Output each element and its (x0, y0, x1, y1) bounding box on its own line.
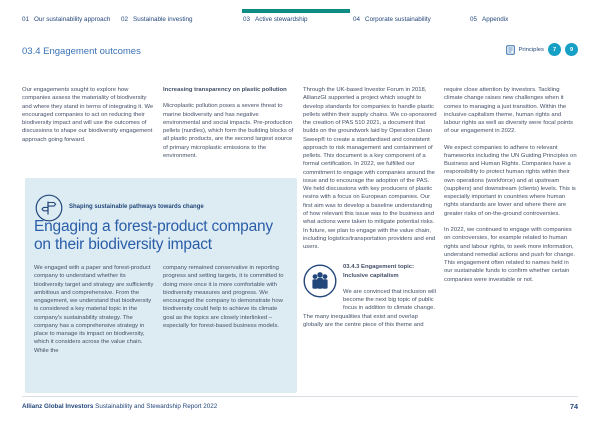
footer-divider (22, 396, 578, 397)
controversies-paragraph: In 2022, we continued to engage with companies on controversies, for example related to human rights and labour rights, to seek more information, understand remedial actions and push for change. This engagement often related to names held in our sustainable funds to confirm whether certain companies were investable or not. (444, 226, 575, 283)
tab-corporate-sustainability[interactable] (353, 16, 431, 23)
tab-sustainable-investing[interactable] (121, 16, 193, 23)
page-title: 03.4 Engagement outcomes (22, 46, 141, 57)
tab-our-sustainability-approach[interactable] (22, 16, 110, 23)
tab-number: 04 (353, 16, 361, 23)
tab-active-stewardship[interactable] (243, 16, 308, 23)
tab-number: 05 (470, 16, 478, 23)
report-title: Sustainability and Stewardship Report 2022 (93, 403, 218, 410)
case-study-text-left: We engaged with a paper and forest-product company to understand whether its biodiversity target and strategy are sufficiently ambitious and comprehensive. From the engagement, we understand that biodiversity is considered a key material topic in the company's sustainability strategy. The company has a comprehensive strategy in place to manage its impact on biodiversity, which it considers across the value chain. While the (34, 265, 154, 354)
column-1 (22, 86, 156, 152)
column-2 (163, 86, 296, 168)
principle-badge-7[interactable]: 7 (548, 43, 561, 56)
active-tab-indicator (242, 9, 350, 13)
principles-label: Principles (518, 46, 544, 53)
tab-label: Corporate sustainability (365, 16, 431, 23)
tab-appendix[interactable] (470, 16, 508, 23)
page-number: 74 (570, 402, 578, 411)
principles-document-icon (506, 45, 515, 55)
people-group-icon (303, 264, 337, 303)
un-guiding-principles-paragraph: We expect companies to adhere to relevant frameworks including the UN Guiding Principles on Business and Human Rights. Companies have a responsibility to protect human rights within their own operations (workforce) and at upstream (suppliers) and downstream (clients) levels. This is especially important in countries where human rights standards are lower and where there are greater risks of on-the-ground controversies. (444, 144, 577, 217)
principles-tags (506, 43, 578, 56)
tab-label: Sustainable investing (133, 16, 193, 23)
tab-number: 01 (22, 16, 30, 23)
plastic-pollution-heading: Increasing transparency on plastic pollution (163, 87, 287, 93)
tab-label: Appendix (482, 16, 509, 23)
principle-badge-9[interactable]: 9 (565, 43, 578, 56)
plastic-pollution-paragraph: Microplastic pollution poses a severe threat to marine biodiversity and has negative environmental and social impacts. Pre-production pellets (nurdles), which form the building blocks of all plastic products, are the second largest source of primary microplastic emissions to the environment. (163, 103, 294, 159)
just-transition-paragraph: require close attention by investors. Tackling climate change raises new challenges when it comes to managing a just transition. Within the inclusive capitalism theme, human rights and labour rights as well as diversity were focal points of our engagement in 2022. (444, 87, 573, 135)
engagement-topic-paragraph: We are convinced that inclusion will become the next big topic of public focus in addition to climate change. The many inequalities that exist and overlap globally are the centre piece of this theme and (303, 288, 436, 328)
tab-number: 02 (121, 16, 129, 23)
investor-forum-paragraph: Through the UK-based Investor Forum in 2018, AllianzGI supported a project which sought to develop standards for companies to handle plastic pellets within their supply chains. We co-sponsored the creation of PAS 510 2021, a document that builds on the groundwork laid by Operation Clean Sweep® to create a standardised and consistent approach to risk management and containment of pellets. This document is a key component of a formal certification. In 2022, we fulfilled our commitment to engage with companies around the issue and to encourage the adoption of the PAS. We held discussions with key producers of plastic resins with a focus on European companies. Our first aim was to develop a baseline understanding of how relevant this issue was to the business and what actions were taken to mitigate potential risks. In future, we plan to engage with the value chain, including logistics/transportation providers and end users. (303, 87, 437, 251)
tab-number: 03 (243, 16, 251, 23)
tab-label: Active stewardship (255, 16, 308, 23)
footer-report-title (22, 403, 217, 410)
brand-name: Allianz Global Investors (22, 403, 94, 410)
case-study-callout (25, 178, 297, 393)
column-4 (444, 86, 578, 292)
column-3 (303, 86, 437, 337)
engagement-topic-heading: 03.4.3 Engagement topic: Inclusive capitalism (343, 264, 415, 279)
inclusive-capitalism-block (303, 263, 437, 329)
case-study-kicker: Shaping sustainable pathways towards change (69, 204, 204, 210)
intro-paragraph: Our engagements sought to explore how companies assess the materiality of biodiversity and where they stand in terms of integrating it. We encouraged companies to act on reducing their biodiversity impact and will use the outcomes of discussions to shape our biodiversity engagement approach going forward. (22, 87, 154, 143)
case-study-heading: Engaging a forest-product company on their biodiversity impact (34, 218, 273, 253)
case-study-text-right: company remained conservative in reporting progress and setting targets, it is committed to doing more once it is more comfortable with biodiversity measures and progress. We encouraged the company to demonstrate how biodiversity could help to achieve its climate goal as the topics are closely interlinked – especially for forest-based business models. (163, 265, 284, 329)
tab-label: Our sustainability approach (34, 16, 111, 23)
